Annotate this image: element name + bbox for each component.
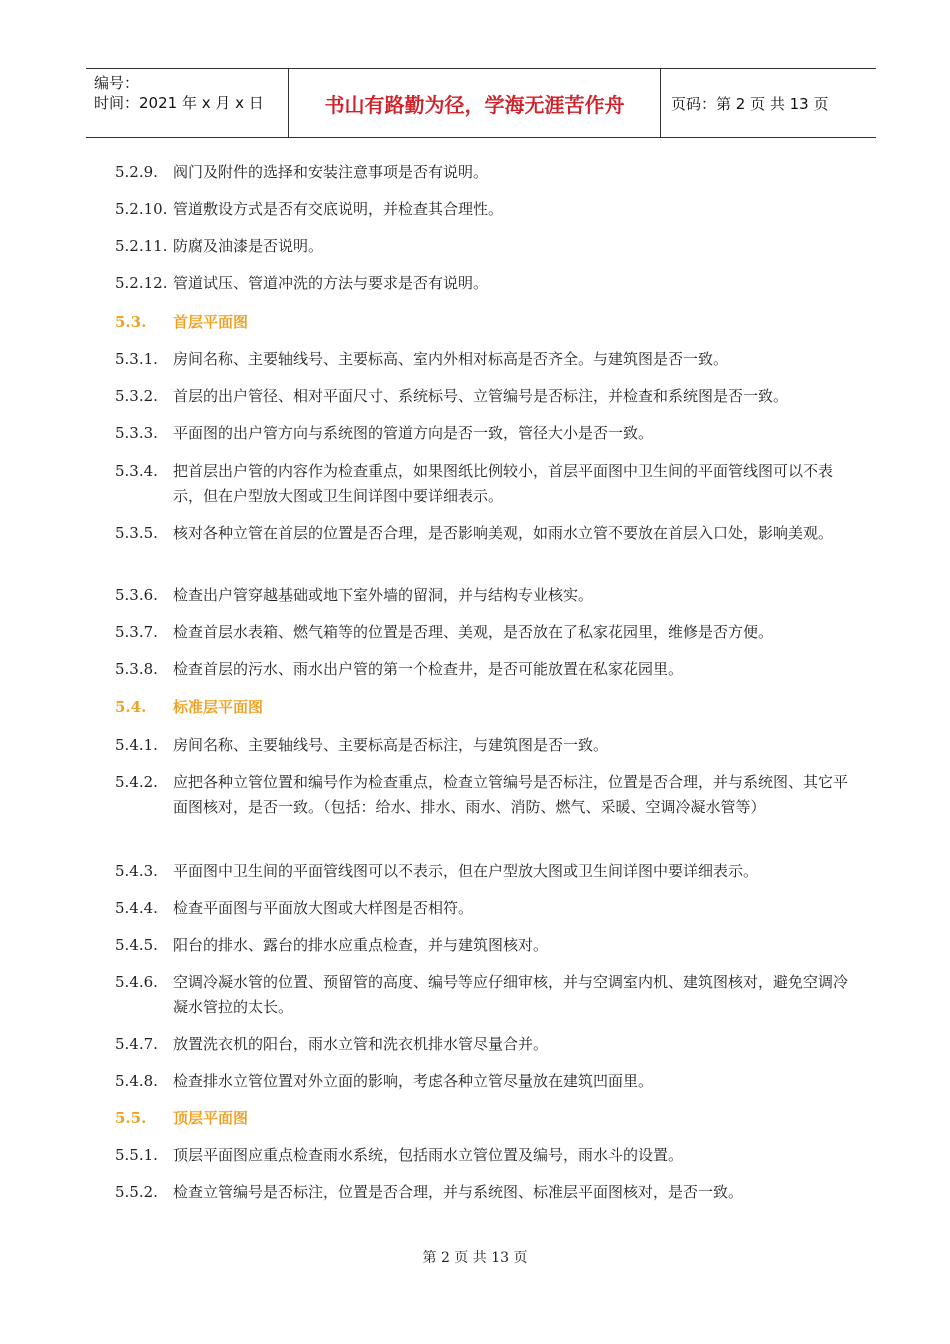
item-text: 管道敷设方式是否有交底说明，并检查其合理性。 (173, 200, 504, 218)
header-meta (86, 69, 288, 137)
date-label: 时间：2021 年 x 月 x 日 (94, 94, 264, 112)
item-number: 5.5.2. (115, 1183, 158, 1201)
item-number: 5.4.3. (115, 862, 158, 880)
item-text: 核对各种立管在首层的位置是否合理，是否影响美观，如雨水立管不要放在首层入口处，影响美观。 (173, 524, 834, 542)
page-header (86, 68, 876, 138)
item-number: 5.3.1. (115, 350, 158, 368)
item-number: 5.2.10. (115, 200, 168, 218)
item-number: 5.3. (115, 313, 147, 331)
item-number: 5.4.1. (115, 736, 158, 754)
item-number: 5.4. (115, 698, 147, 716)
item-text: 顶层平面图应重点检查雨水系统，包括雨水立管位置及编号，雨水斗的设置。 (173, 1146, 684, 1164)
item-number: 5.5.1. (115, 1146, 158, 1164)
item-number: 5.3.5. (115, 524, 158, 542)
item-text: 防腐及油漆是否说明。 (173, 237, 324, 255)
item-number: 5.3.8. (115, 660, 158, 678)
item-number: 5.3.3. (115, 424, 158, 442)
item-text: 空调冷凝水管的位置、预留管的高度、编号等应仔细审核，并与空调室内机、建筑图核对，避免空调冷凝水管拉的太长。 (173, 973, 849, 1016)
item-text: 把首层出户管的内容作为检查重点，如果图纸比例较小，首层平面图中卫生间的平面管线图可以不表示，但在户型放大图或卫生间详图中要详细表示。 (173, 462, 834, 505)
item-text: 检查平面图与平面放大图或大样图是否相符。 (173, 899, 474, 917)
item-number: 5.4.7. (115, 1035, 158, 1053)
item-number: 5.3.4. (115, 462, 158, 480)
item-text: 检查首层水表箱、燃气箱等的位置是否理、美观，是否放在了私家花园里，维修是否方便。 (173, 623, 774, 641)
section-title: 标准层平面图 (173, 698, 264, 716)
item-text: 管道试压、管道冲洗的方法与要求是否有说明。 (173, 274, 489, 292)
item-number: 5.4.8. (115, 1072, 158, 1090)
item-number: 5.2.11. (115, 237, 168, 255)
item-text: 放置洗衣机的阳台，雨水立管和洗衣机排水管尽量合并。 (173, 1035, 549, 1053)
item-text: 阳台的排水、露台的排水应重点检查，并与建筑图核对。 (173, 936, 549, 954)
item-number: 5.3.7. (115, 623, 158, 641)
item-text: 平面图中卫生间的平面管线图可以不表示，但在户型放大图或卫生间详图中要详细表示。 (173, 862, 759, 880)
item-text: 平面图的出户管方向与系统图的管道方向是否一致，管径大小是否一致。 (173, 424, 654, 442)
item-number: 5.3.6. (115, 586, 158, 604)
section-title: 首层平面图 (173, 313, 249, 331)
page-footer: 第 2 页 共 13 页 (422, 1250, 528, 1266)
header-motto: 书山有路勤为径，学海无涯苦作舟 (288, 69, 661, 137)
item-text: 检查排水立管位置对外立面的影响，考虑各种立管尽量放在建筑凹面里。 (173, 1072, 654, 1090)
item-text: 检查立管编号是否标注，位置是否合理，并与系统图、标准层平面图核对，是否一致。 (173, 1183, 744, 1201)
item-number: 5.4.6. (115, 973, 158, 991)
doc-number-label: 编号： (94, 74, 140, 92)
item-text: 房间名称、主要轴线号、主要标高是否标注，与建筑图是否一致。 (173, 736, 609, 754)
item-text: 房间名称、主要轴线号、主要标高、室内外相对标高是否齐全。与建筑图是否一致。 (173, 350, 729, 368)
section-title: 顶层平面图 (173, 1109, 249, 1127)
item-text: 首层的出户管径、相对平面尺寸、系统标号、立管编号是否标注，并检查和系统图是否一致。 (173, 387, 789, 405)
item-number: 5.2.12. (115, 274, 168, 292)
item-text: 阀门及附件的选择和安装注意事项是否有说明。 (173, 163, 489, 181)
item-text: 应把各种立管位置和编号作为检查重点，检查立管编号是否标注，位置是否合理，并与系统图、其它平面图核对，是否一致。（包括：给水、排水、雨水、消防、燃气、采暖、空调冷凝水管等） (173, 773, 849, 816)
header-page-number: 页码：第 2 页 共 13 页 (671, 94, 829, 113)
item-number: 5.2.9. (115, 163, 158, 181)
item-number: 5.4.2. (115, 773, 158, 791)
item-number: 5.4.5. (115, 936, 158, 954)
item-text: 检查出户管穿越基础或地下室外墙的留洞，并与结构专业核实。 (173, 586, 594, 604)
item-number: 5.3.2. (115, 387, 158, 405)
item-number: 5.5. (115, 1109, 147, 1127)
item-number: 5.4.4. (115, 899, 158, 917)
item-text: 检查首层的污水、雨水出户管的第一个检查井，是否可能放置在私家花园里。 (173, 660, 684, 678)
